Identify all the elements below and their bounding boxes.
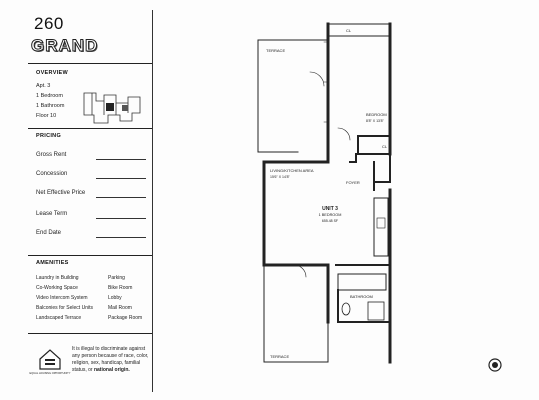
compass-icon [488,358,502,372]
overview-bathrooms: 1 Bathroom [36,103,65,109]
pricing-gross-rent-label: Gross Rent [36,152,67,158]
amenities-heading: AMENITIES [36,260,69,266]
pricing-end-date-label: End Date [36,230,62,236]
amenity-item: Landscaped Terrace [36,315,82,321]
overview-bedrooms: 1 Bedroom [36,93,63,99]
amenity-item: Balconies for Select Units [36,305,93,311]
concession-line [96,178,146,179]
equal-housing-icon [29,347,71,377]
bedroom-dims: 8'8" X 13'8" [366,119,384,123]
disclaimer-bold: national origin. [93,367,130,373]
pricing-lease-term-label: Lease Term [36,211,68,217]
overview-floor: Floor 10 [36,113,57,119]
amenity-item: Package Room [108,315,143,321]
building-number: 260 [34,14,64,33]
terrace-label: TERRACE [270,354,290,359]
bathroom-label: BATHROOM [350,294,373,299]
divider [28,128,152,129]
gross-rent-line [96,159,146,160]
divider [28,63,152,64]
foyer-label: FOYER [346,180,360,185]
amenity-item: Video Intercom System [36,295,88,301]
terrace-label: TERRACE [266,48,286,53]
amenity-item: Bike Room [108,285,133,291]
unit-sqft: 655.48 SF [321,219,339,223]
bedroom-label: BEDROOM [366,112,387,117]
amenity-item: Laundry in Building [36,275,79,281]
divider [28,333,152,334]
living-kitchen-dims: 15'6" X 14'8" [270,175,290,179]
building-name-logo: GRAND [31,36,99,55]
living-kitchen-label: LIVING/KITCHEN AREA [270,168,314,173]
equal-housing-text: EQUAL HOUSING OPPORTUNITY [29,372,71,375]
amenity-item: Co-Working Space [36,285,78,291]
closet-label: CL [346,28,352,33]
pricing-concession-label: Concession [36,171,68,177]
unit-label: UNIT 3 [322,206,338,212]
net-effective-line [96,197,146,198]
amenity-item: Parking [108,275,125,281]
pricing-net-effective-label: Net Effective Price [36,190,86,196]
building-keyplan-icon [82,87,144,127]
closet-label: CL [382,144,388,149]
divider [28,255,152,256]
unit-type: 1 BEDROOM [318,213,342,217]
info-panel [28,10,153,392]
amenity-item: Lobby [108,295,122,301]
pricing-heading: PRICING [36,133,62,139]
disclaimer-text: It is illegal to discriminate against any person because of race, color, religion, sex, handicap, familial status, or [72,346,149,373]
overview-apt: Apt. 3 [36,83,51,89]
fair-housing-disclaimer [72,346,150,374]
end-date-line [96,237,146,238]
floor-plan [246,22,538,392]
overview-heading: OVERVIEW [36,70,68,76]
amenity-item: Mail Room [108,305,132,311]
lease-term-line [96,218,146,219]
